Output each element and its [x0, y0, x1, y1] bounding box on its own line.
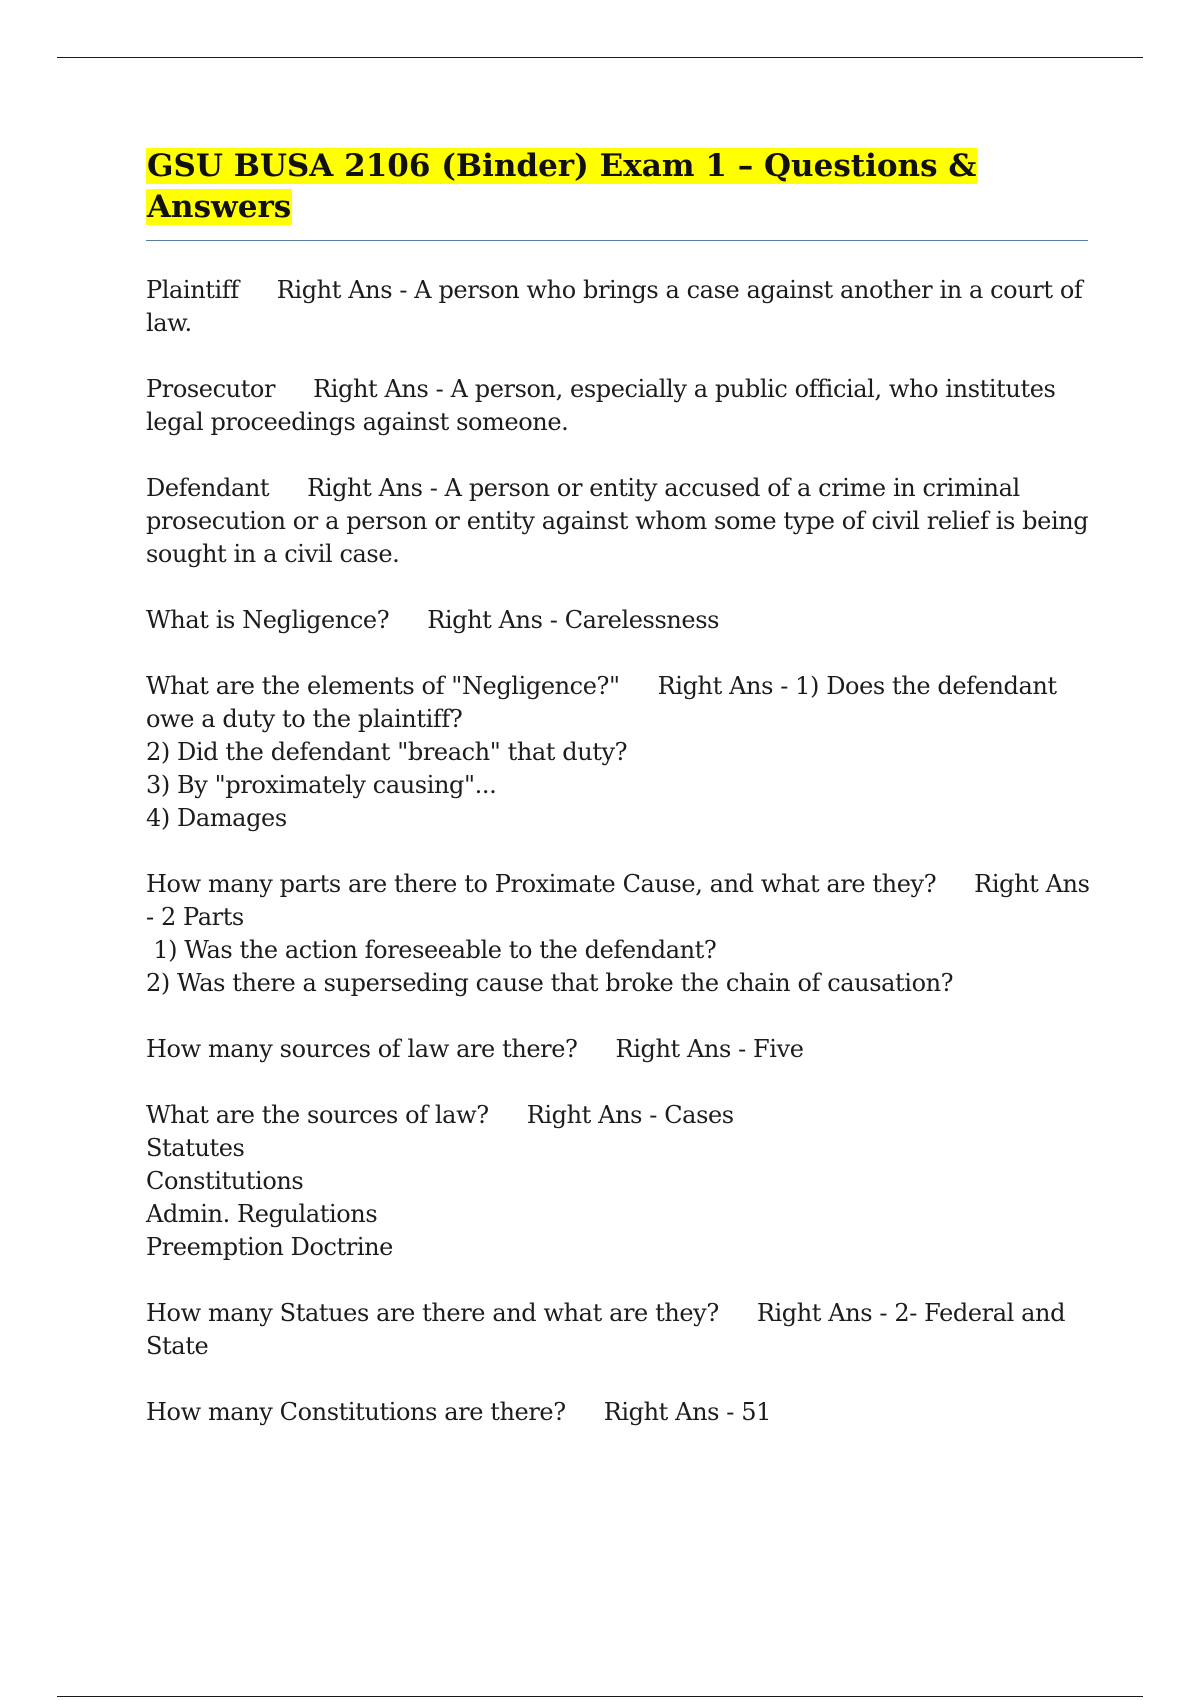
qa-list [146, 274, 1096, 1429]
answer-text: Right Ans - Cases [526, 1101, 734, 1129]
question-text: What is Negligence? [146, 606, 390, 634]
answer-line: Statutes [146, 1134, 245, 1162]
answer-text: Right Ans - 1) Does the defendant owe a duty to the plaintiff? [146, 672, 1057, 733]
document-body [146, 146, 1096, 1462]
question-text: How many sources of law are there? [146, 1035, 578, 1063]
qa-item [146, 1396, 1096, 1429]
question-text: How many Constitutions are there? [146, 1398, 566, 1426]
title-underline [146, 240, 1088, 241]
answer-text: Right Ans - A person, especially a public official, who institutes legal proceedings against someone. [146, 375, 1056, 436]
answer-line: Admin. Regulations [146, 1200, 378, 1228]
qa-item [146, 1033, 1096, 1066]
question-text: Plaintiff [146, 276, 239, 304]
page-bottom-rule [57, 1696, 1143, 1697]
qa-item [146, 670, 1096, 835]
qa-item [146, 868, 1096, 1000]
question-text: How many parts are there to Proximate Cause, and what are they? [146, 870, 937, 898]
qa-item [146, 1297, 1096, 1363]
answer-line: 2) Was there a superseding cause that broke the chain of causation? [146, 969, 954, 997]
qa-item [146, 373, 1096, 439]
answer-line: 3) By "proximately causing"... [146, 771, 497, 799]
qa-item [146, 274, 1096, 340]
answer-line: 4) Damages [146, 804, 287, 832]
question-text: Defendant [146, 474, 270, 502]
answer-line: 2) Did the defendant "breach" that duty? [146, 738, 628, 766]
document-title [146, 146, 1096, 228]
question-text: Prosecutor [146, 375, 276, 403]
title-line-2: Answers [147, 189, 292, 225]
answer-text: Right Ans - Five [615, 1035, 804, 1063]
page-top-rule [57, 57, 1143, 58]
qa-item [146, 604, 1096, 637]
question-text: How many Statues are there and what are they? [146, 1299, 719, 1327]
title-line-1: GSU BUSA 2106 (Binder) Exam 1 – Questions & [147, 148, 977, 184]
answer-text: Right Ans - 2- Federal and State [146, 1299, 1066, 1360]
answer-line: 1) Was the action foreseeable to the defendant? [146, 936, 717, 964]
answer-text: Right Ans - A person or entity accused of a crime in criminal prosecution or a person or entity against whom some type of civil relief is being sought in a civil case. [146, 474, 1089, 568]
answer-text: Right Ans - 2 Parts [146, 870, 1090, 931]
answer-text: Right Ans - A person who brings a case against another in a court of law. [146, 276, 1083, 337]
answer-text: Right Ans - 51 [603, 1398, 771, 1426]
answer-line: Constitutions [146, 1167, 304, 1195]
qa-item [146, 1099, 1096, 1264]
question-text: What are the sources of law? [146, 1101, 489, 1129]
question-text: What are the elements of "Negligence?" [146, 672, 620, 700]
qa-item [146, 472, 1096, 571]
answer-line: Preemption Doctrine [146, 1233, 393, 1261]
answer-text: Right Ans - Carelessness [427, 606, 720, 634]
